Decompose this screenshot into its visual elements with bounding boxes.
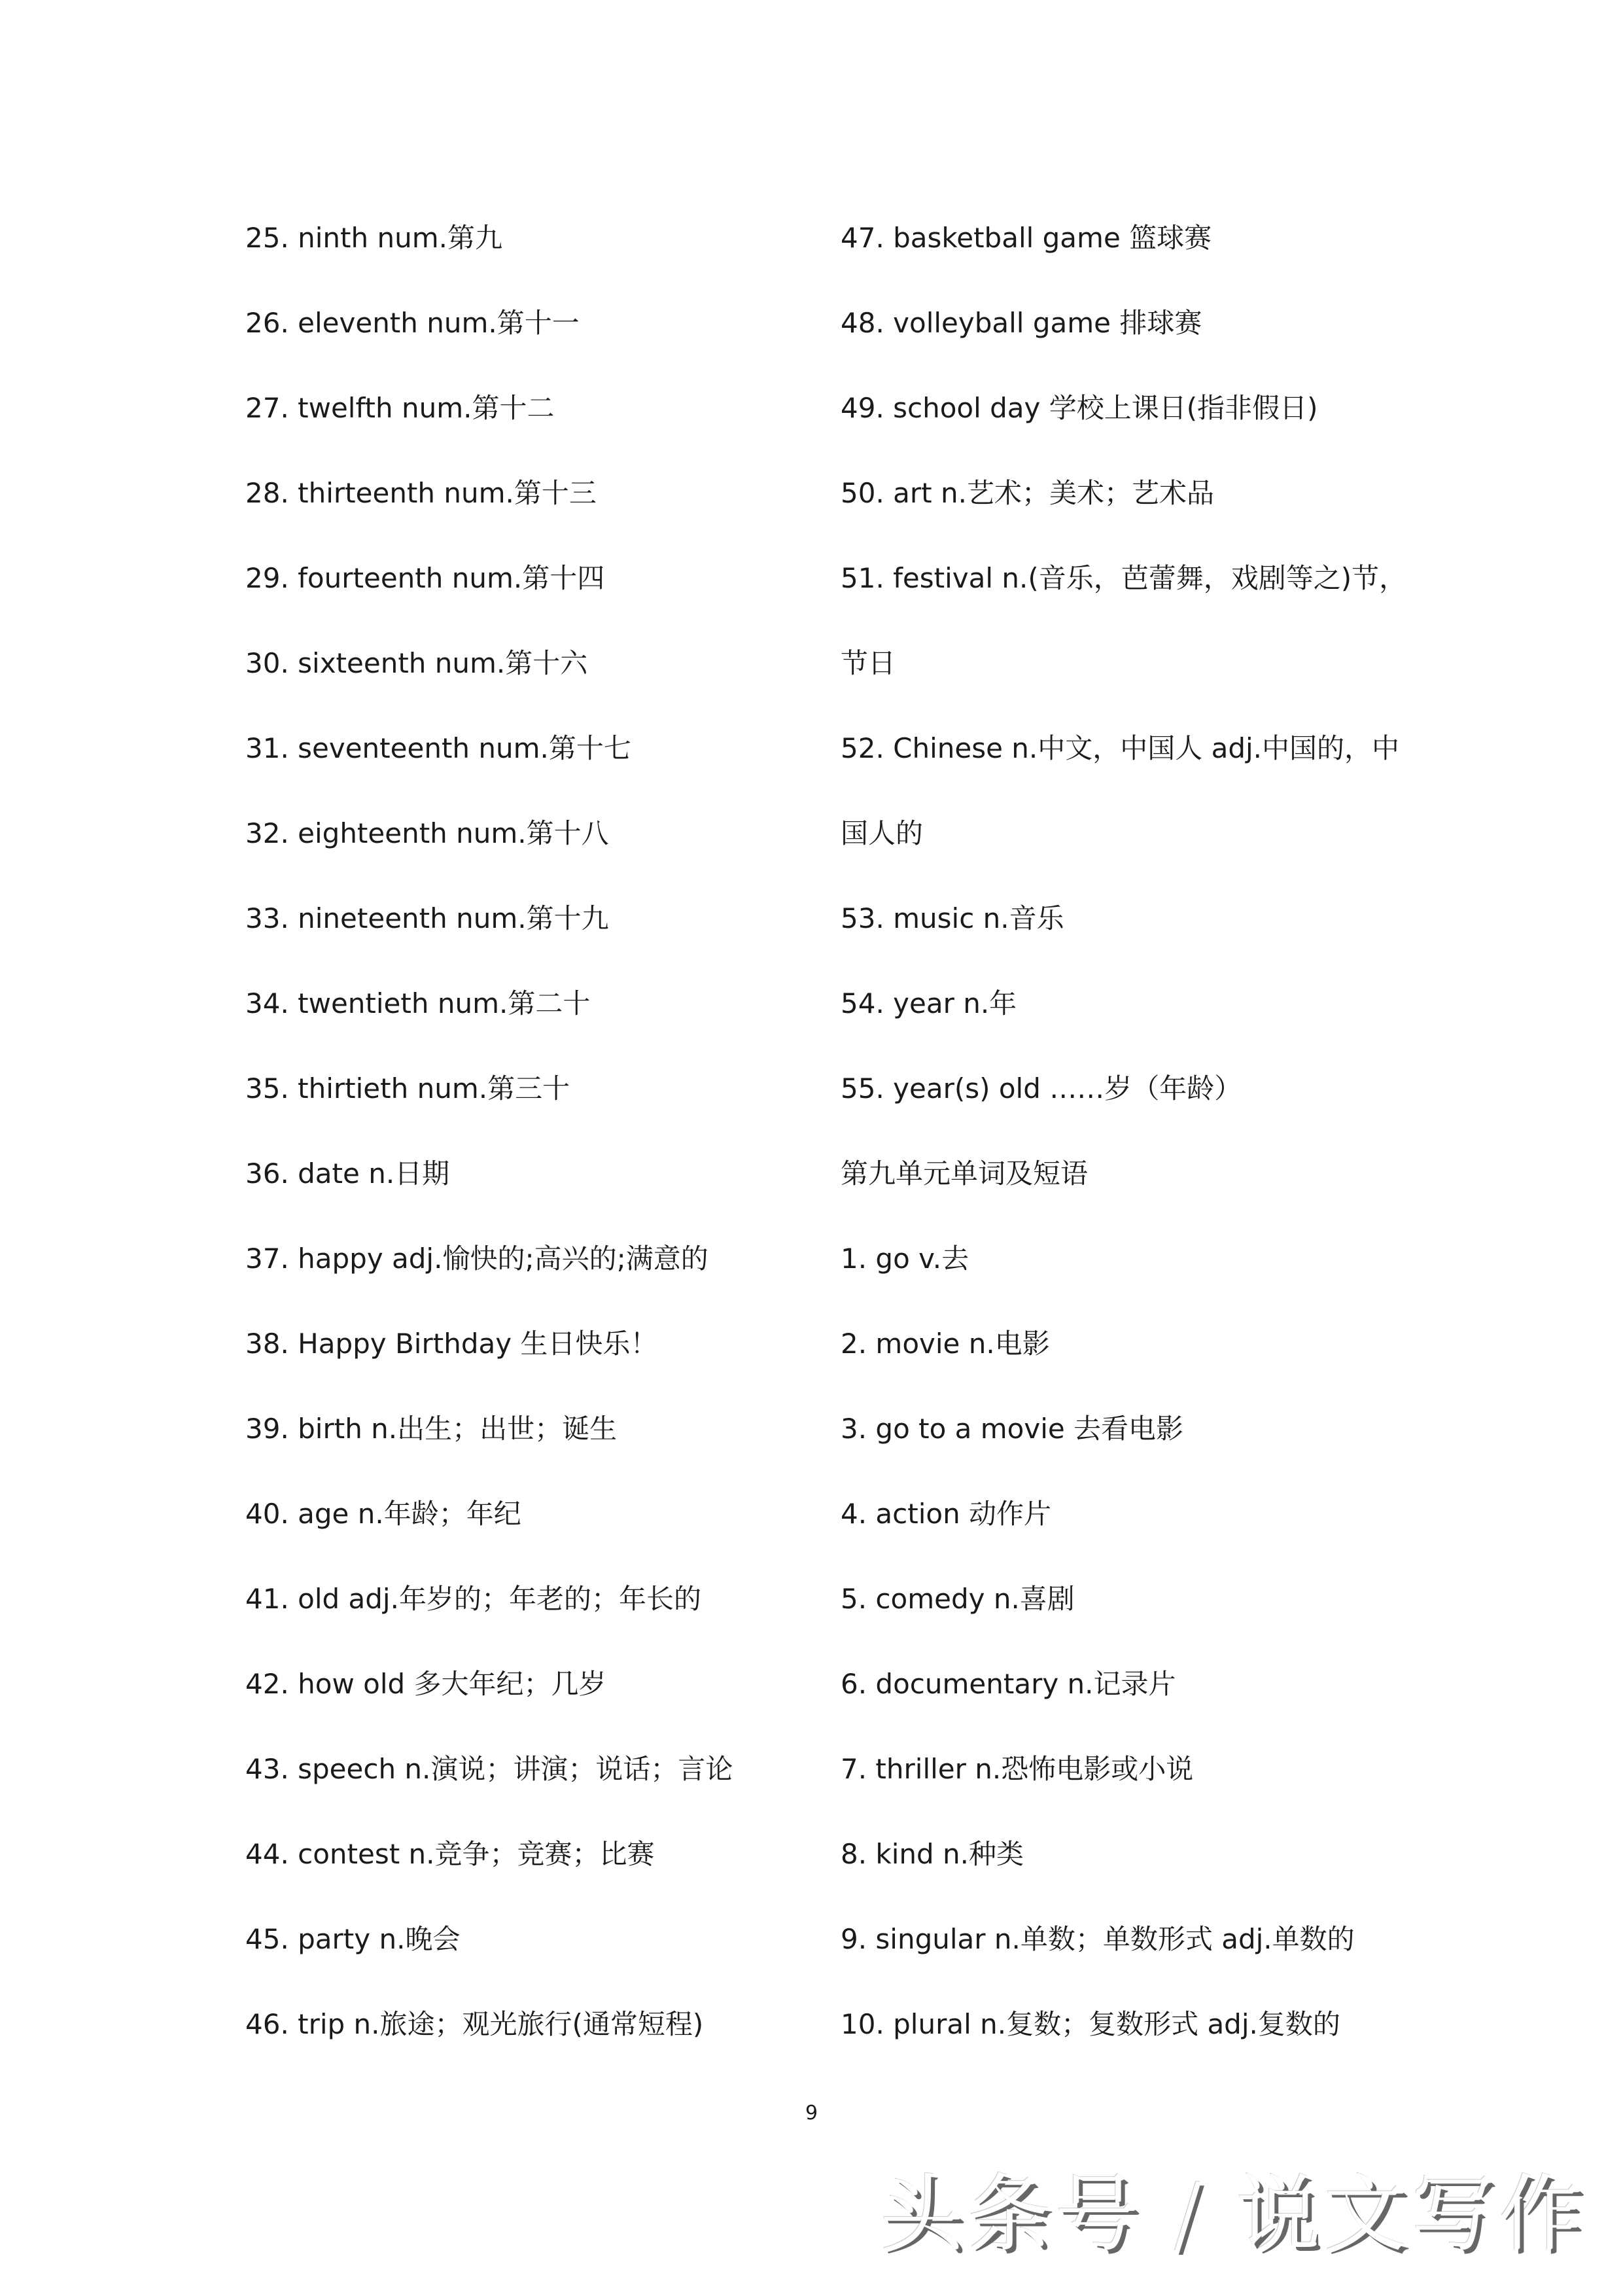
vocab-line: 5. comedy n.喜剧 — [841, 1583, 1075, 1615]
vocab-line: 44. contest n.竞争；竞赛；比赛 — [245, 1838, 655, 1870]
vocab-line: 第九单元单词及短语 — [841, 1157, 1089, 1190]
vocab-line: 9. singular n.单数；单数形式 adj.单数的 — [841, 1923, 1355, 1955]
vocab-line: 6. documentary n.记录片 — [841, 1668, 1176, 1700]
vocab-line: 国人的 — [841, 817, 924, 849]
vocab-line: 47. basketball game 篮球赛 — [841, 222, 1212, 254]
vocab-line: 10. plural n.复数；复数形式 adj.复数的 — [841, 2008, 1340, 2040]
vocab-line: 节日 — [841, 647, 896, 679]
vocab-line: 40. age n.年龄；年纪 — [245, 1498, 521, 1530]
vocab-line: 2. movie n.电影 — [841, 1328, 1050, 1360]
vocab-line: 25. ninth num.第九 — [245, 222, 502, 254]
vocab-line: 38. Happy Birthday 生日快乐！ — [245, 1328, 658, 1360]
vocab-line: 29. fourteenth num.第十四 — [245, 562, 605, 594]
vocab-line: 35. thirtieth num.第三十 — [245, 1072, 570, 1104]
vocab-line: 49. school day 学校上课日(指非假日) — [841, 392, 1318, 424]
vocab-line: 53. music n.音乐 — [841, 902, 1064, 934]
vocab-line: 46. trip n.旅途；观光旅行(通常短程) — [245, 2008, 704, 2040]
vocab-line: 34. twentieth num.第二十 — [245, 987, 591, 1019]
vocab-line: 1. go v.去 — [841, 1243, 969, 1275]
vocab-line: 45. party n.晚会 — [245, 1923, 461, 1955]
left-column — [245, 196, 808, 2067]
vocab-line: 8. kind n.种类 — [841, 1838, 1024, 1870]
vocab-line: 30. sixteenth num.第十六 — [245, 647, 588, 679]
vocab-line: 41. old adj.年岁的；年老的；年长的 — [245, 1583, 701, 1615]
vocab-line: 7. thriller n.恐怖电影或小说 — [841, 1753, 1194, 1785]
vocab-line: 54. year n.年 — [841, 987, 1017, 1019]
vocab-line: 28. thirteenth num.第十三 — [245, 477, 597, 509]
vocab-line: 52. Chinese n.中文，中国人 adj.中国的，中 — [841, 732, 1400, 764]
watermark: 头条号 / 说文写作 — [880, 2166, 1587, 2263]
vocab-line: 43. speech n.演说；讲演；说话；言论 — [245, 1753, 733, 1785]
vocab-line: 36. date n.日期 — [245, 1157, 450, 1190]
right-column — [841, 196, 1429, 2067]
vocab-line: 31. seventeenth num.第十七 — [245, 732, 631, 764]
vocab-line: 4. action 动作片 — [841, 1498, 1052, 1530]
vocab-line: 33. nineteenth num.第十九 — [245, 902, 609, 934]
vocab-line: 48. volleyball game 排球赛 — [841, 307, 1202, 339]
vocab-line: 27. twelfth num.第十二 — [245, 392, 555, 424]
vocab-line: 26. eleventh num.第十一 — [245, 307, 580, 339]
page-number: 9 — [805, 2102, 818, 2125]
vocab-line: 39. birth n.出生；出世；诞生 — [245, 1413, 618, 1445]
vocab-line: 50. art n.艺术；美术；艺术品 — [841, 477, 1214, 509]
vocab-line: 55. year(s) old ……岁（年龄） — [841, 1072, 1242, 1104]
vocab-line: 37. happy adj.愉快的;高兴的;满意的 — [245, 1243, 708, 1275]
vocab-line: 42. how old 多大年纪；几岁 — [245, 1668, 606, 1700]
vocab-line: 32. eighteenth num.第十八 — [245, 817, 609, 849]
vocab-line: 3. go to a movie 去看电影 — [841, 1413, 1184, 1445]
vocab-line: 51. festival n.(音乐，芭蕾舞，戏剧等之)节， — [841, 562, 1407, 594]
